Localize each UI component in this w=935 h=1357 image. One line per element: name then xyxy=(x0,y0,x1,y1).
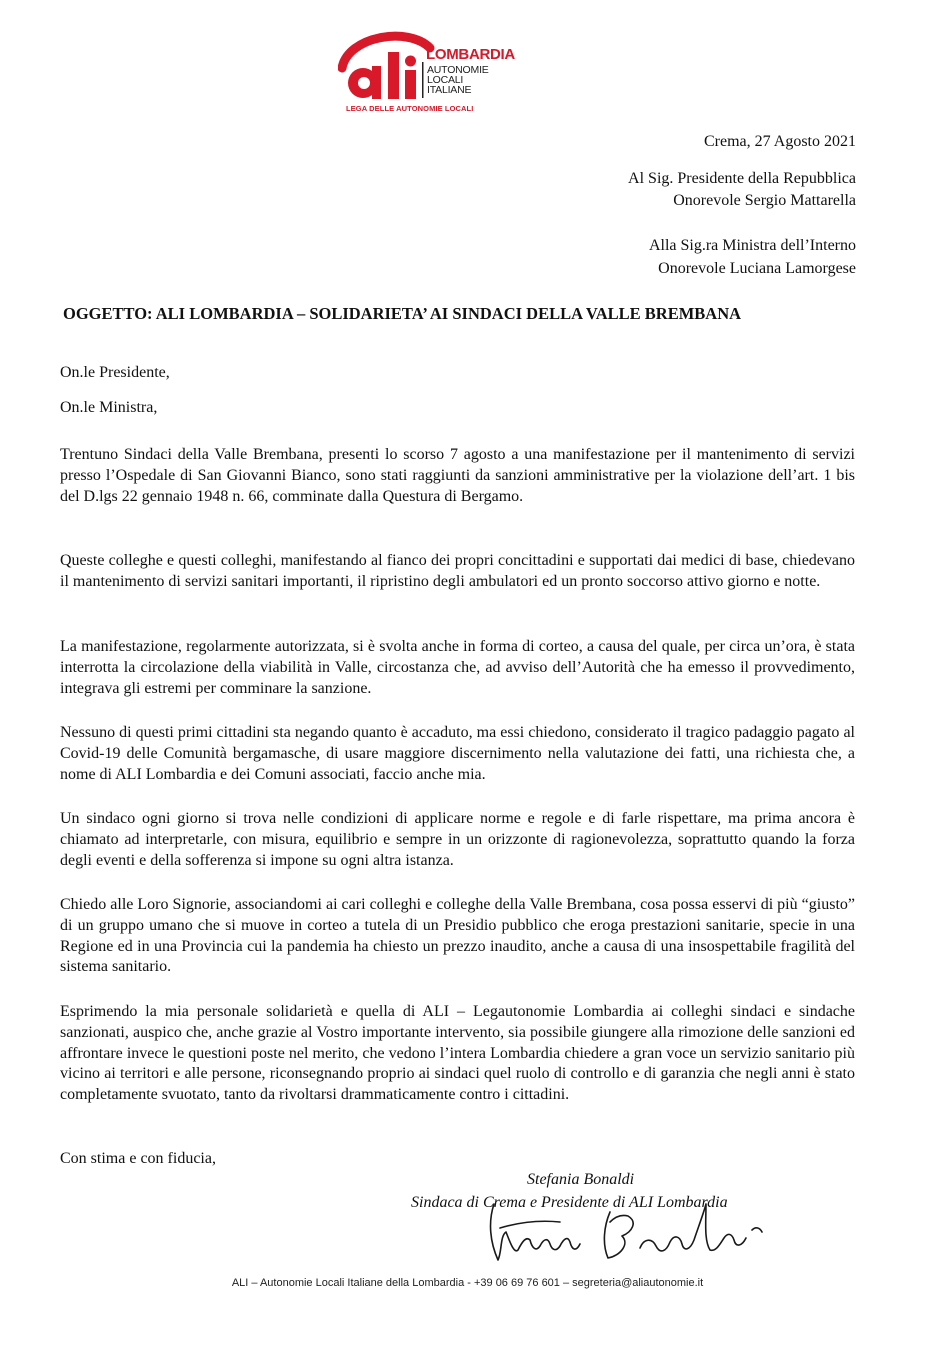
logo-line-1: AUTONOMIE xyxy=(427,64,489,76)
salutation-president: On.le Presidente, xyxy=(60,364,170,381)
body-paragraph: Chiedo alle Loro Signorie, associandomi ai cari colleghi e colleghe della Valle Brembana, cosa possa esservi di più “giusto” di un gruppo umano che si muove in corteo a tutela di un Presidio pubblico che eroga prestazioni sanitarie, specie in una Regione ed in una Provincia cui la pandemia ha chiesto un prezzo inaudito, anche a causa di una insospettabile fragilità del sistema sanitario. xyxy=(60,896,855,976)
letter-date: Crema, 27 Agosto 2021 xyxy=(704,133,856,150)
letter-subject: OGGETTO: ALI LOMBARDIA – SOLIDARIETA’ AI SINDACI DELLA VALLE BREMBANA xyxy=(63,304,742,323)
signatory-name: Stefania Bonaldi xyxy=(527,1171,635,1188)
logo-region-text: LOMBARDIA xyxy=(426,46,515,63)
logo-tagline: LEGA DELLE AUTONOMIE LOCALI xyxy=(346,104,474,113)
ali-lombardia-logo xyxy=(338,28,528,116)
closing-line: Con stima e con fiducia, xyxy=(60,1150,216,1167)
logo-line-3: ITALIANE xyxy=(427,84,472,96)
body-paragraph: Un sindaco ogni giorno si trova nelle condizioni di applicare norme e regole e di farle rispettare, ma prima ancora è chiamato ad interpretarle, con misura, equilibrio e sempre in un orizzonte di ragionevolezza, soprattutto quando la forza degli eventi e della sofferenza si impone su ogni altra istanza. xyxy=(60,810,855,869)
recipient-2-name: Onorevole Luciana Lamorgese xyxy=(658,260,856,277)
logo-line-2: LOCALI xyxy=(427,74,464,86)
body-paragraph: La manifestazione, regolarmente autorizzata, si è svolta anche in forma di corteo, a causa del quale, per circa un’ora, è stata interrotta la circolazione della viabilità in Valle, circostanza che, ad avviso dell’Autorità che ha emesso il provvedimento, integrava gli estremi per comminare la sanzione. xyxy=(60,638,855,697)
body-paragraph: Queste colleghe e questi colleghi, manifestando al fianco dei propri concittadini e supportati dai medici di base, chiedevano il mantenimento di servizi sanitari importanti, il ripristino degli ambulatori ed un pronto soccorso attivo giorno e notte. xyxy=(60,552,855,590)
recipient-1-title: Al Sig. Presidente della Repubblica xyxy=(628,170,856,187)
signatory-role: Sindaca di Crema e Presidente di ALI Lombardia xyxy=(411,1194,728,1211)
body-paragraph: Trentuno Sindaci della Valle Brembana, presenti lo scorso 7 agosto a una manifestazione per il mantenimento di servizi presso l’Ospedale di San Giovanni Bianco, sono stati raggiunti da sanzioni amministrative per la violazione dell’art. 1 bis del D.lgs 22 gennaio 1948 n. 66, comminate dalla Questura di Bergamo. xyxy=(60,446,855,505)
letter-footer: ALI – Autonomie Locali Italiane della Lombardia - +39 06 69 76 601 – segreteria@aliautonomie.it xyxy=(231,1277,704,1289)
salutation-minister: On.le Ministra, xyxy=(60,399,158,416)
body-paragraph: Nessuno di questi primi cittadini sta negando quanto è accaduto, ma essi chiedono, considerato il tragico padaggio pagato al Covid-19 delle Comunità bergamasche, di usare maggiore discernimento nella valutazione dei fatti, una richiesta che, a nome di ALI Lombardia e dei Comuni associati, faccio anche mia. xyxy=(60,724,855,783)
recipient-2-title: Alla Sig.ra Ministra dell’Interno xyxy=(648,237,856,254)
handwritten-signature-icon xyxy=(480,1192,770,1272)
recipient-1-name: Onorevole Sergio Mattarella xyxy=(673,192,856,209)
body-paragraph: Esprimendo la mia personale solidarietà e quella di ALI – Legautonomie Lombardia ai colleghi sindaci e sindache sanzionati, auspico che, anche grazie al Vostro importante intervento, sia possibile giungere alla rimozione delle sanzioni ed affrontare invece le questioni poste nel merito, che vedono l’intera Lombardia chiedere a gran voce un servizio sanitario più vicino ai territori e alle persone, riconsegnando proprio ai sindaci quel ruolo di controllo e di garanzia che negli anni è stato completamente svuotato, tanto da rivoltarsi drammaticamente contro i cittadini. xyxy=(60,1003,855,1104)
